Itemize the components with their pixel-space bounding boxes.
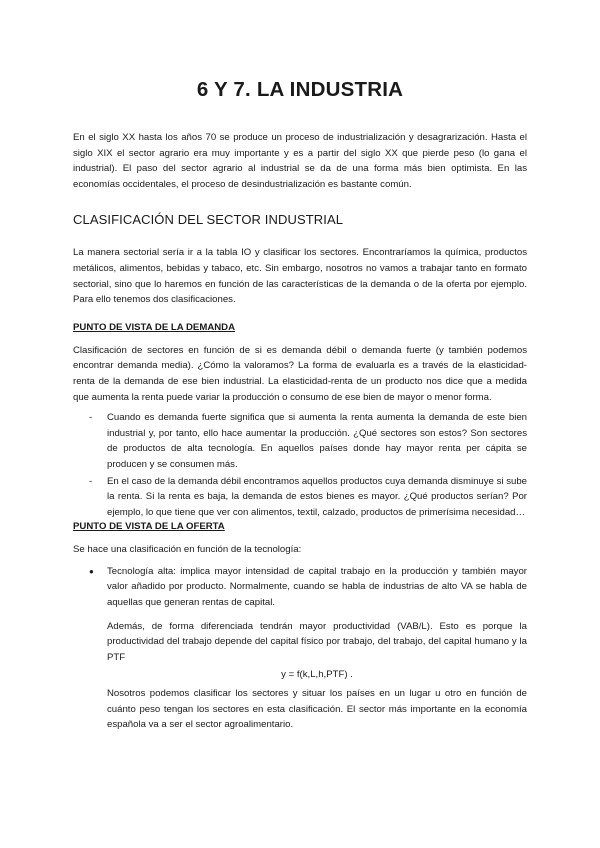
section-paragraph: La manera sectorial sería ir a la tabla IO y clasificar los sectores. Encontraríamos la química, productos metálicos, alimentos, bebidas y tabaco, etc. Sin embargo, nosotros no vamos a trabajar tanto en formato sectorial, sino que lo haremos en función de las características de la demanda o de la oferta por ejemplo. Para ello tenemos dos clasificaciones. xyxy=(73,247,527,306)
demanda-list xyxy=(73,410,527,520)
demanda-heading: PUNTO DE VISTA DE LA DEMANDA xyxy=(73,321,236,333)
oferta-heading: PUNTO DE VISTA DE LA OFERTA xyxy=(73,521,225,533)
page-title: 6 Y 7. LA INDUSTRIA xyxy=(196,78,404,101)
oferta-list xyxy=(73,564,527,611)
list-item xyxy=(73,474,527,521)
list-item-text: Cuando es demanda fuerte significa que si aumenta la renta aumenta la demanda de este bien industrial y, por tanto, ello hace aumentar la producción. ¿Qué sectores son estos? Son sectores de productos de alta tecnología. En aquellos países donde hay mayor renta per cápita se producen y se consumen más. xyxy=(107,412,527,470)
list-item-text: En el caso de la demanda débil encontramos aquellos productos cuya demanda disminuye si sube la renta. Si la renta es baja, la demanda de estos bienes es mayor. ¿Qué productos serían? Por ejemplo, lo que tiene que ver con alimentos, textil, calzado, productos de primerísima necesidad… xyxy=(107,475,527,518)
oferta-paragraph: Se hace una clasificación en función de la tecnología: xyxy=(73,544,302,556)
dash-marker: - xyxy=(89,412,93,424)
demanda-paragraph: Clasificación de sectores en función de si es demanda débil o demanda fuerte (y también podemos encontrar demanda media). ¿Cómo la valoramos? La forma de evaluarla es a través de la elasticidad-renta de la demanda de ese bien industrial. La elasticidad-renta de un producto nos dice que a medida que aumenta la renta puede variar la producción o consumo de ese bien de mayor o menor forma. xyxy=(73,344,527,403)
list-item xyxy=(73,410,527,472)
section-heading: CLASIFICACIÓN DEL SECTOR INDUSTRIAL xyxy=(73,212,344,228)
dash-marker: - xyxy=(89,475,93,487)
list-item xyxy=(73,564,527,611)
list-item-text: Tecnología alta: implica mayor intensidad de capital trabajo en la producción y también mayor valor añadido por producto. Normalmente, cuando se habla de industrias de alto VA se habla de aquellas que generan rentas de capital. xyxy=(107,565,527,609)
formula: y = f(k,L,h,PTF) . xyxy=(281,669,353,681)
oferta-paragraph-2: Además, de forma diferenciada tendrán mayor productividad (VAB/L). Esto es porque la productividad del trabajo depende del capital físico por trabajo, del trabajo, del capital humano y la PTF xyxy=(107,620,527,663)
oferta-paragraph-3: Nosotros podemos clasificar los sectores y situar los países en un lugar u otro en función de cuánto peso tengan los sectores en esta clasificación. El sector más importante en la economía española va a ser el sector agroalimentario. xyxy=(107,688,527,731)
bullet-marker: ● xyxy=(89,566,94,576)
intro-paragraph: En el siglo XX hasta los años 70 se produce un proceso de industrialización y desagrarización. Hasta el siglo XIX el sector agrario era muy importante y es a partir del siglo XX que pierde peso (lo gana el industrial). El paso del sector agrario al industrial se da de una forma más bien optimista. En las economías occidentales, el proceso de desindustrialización es bastante común. xyxy=(73,132,527,190)
